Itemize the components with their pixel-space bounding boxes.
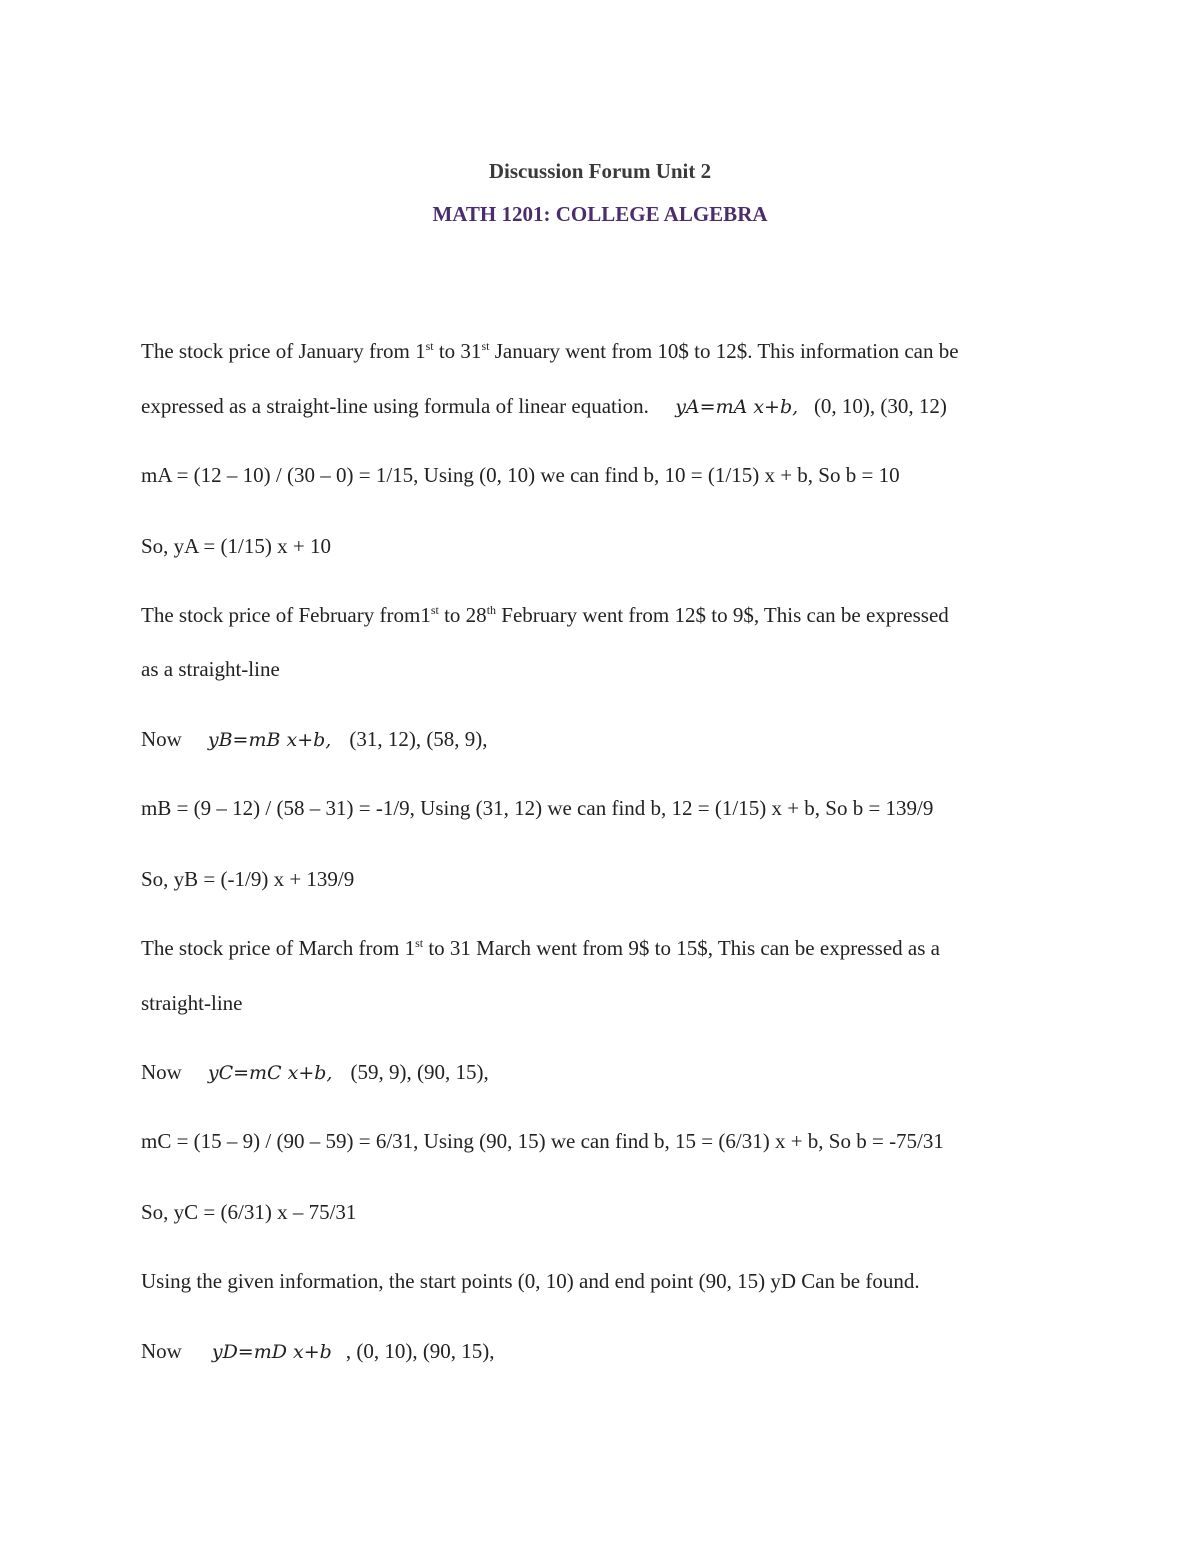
march-now-label: Now: [141, 1060, 182, 1084]
january-sup-1: st: [425, 339, 434, 353]
february-now-label: Now: [141, 727, 182, 751]
march-sup-1: st: [415, 936, 424, 950]
overall-equation: yD=mD x+b: [211, 1341, 332, 1363]
march-paragraph-line-2: straight-line: [141, 991, 243, 1015]
february-sup-1: st: [430, 603, 439, 617]
february-text-c: February went from 12$ to 9$, This can be expressed: [496, 603, 949, 627]
february-slope-line: mB = (9 – 12) / (58 – 31) = -1/9, Using (31, 12) we can find b, 12 = (1/15) x + b, So b = 139/9: [141, 796, 934, 820]
march-now-line: [141, 1062, 489, 1083]
march-points: (59, 9), (90, 15),: [350, 1060, 489, 1084]
january-sup-2: st: [481, 339, 490, 353]
overall-paragraph-line: Using the given information, the start points (0, 10) and end point (90, 15) yD Can be found.: [141, 1269, 920, 1293]
january-points: (0, 10), (30, 12): [798, 394, 947, 418]
course-title: MATH 1201: COLLEGE ALGEBRA: [432, 202, 768, 226]
february-paragraph-line-2: as a straight-line: [141, 657, 280, 681]
january-text-d: expressed as a straight-line using formula of linear equation.: [141, 394, 676, 418]
february-sup-2: th: [486, 603, 497, 617]
march-text-a: The stock price of March from 1: [141, 936, 416, 960]
march-text-b: to 31 March went from 9$ to 15$, This can be expressed as a: [423, 936, 940, 960]
january-equation: yA=mA x+b,: [675, 396, 799, 418]
february-text-a: The stock price of February from1: [141, 603, 431, 627]
march-result-line: So, yC = (6/31) x – 75/31: [141, 1200, 357, 1224]
overall-now-label: Now: [141, 1339, 182, 1363]
january-paragraph-line-1: [141, 341, 959, 362]
february-text-b: to 28: [438, 603, 487, 627]
february-points: (31, 12), (58, 9),: [349, 727, 488, 751]
january-text-c: January went from 10$ to 12$. This information can be: [489, 339, 959, 363]
march-paragraph-line-1: [141, 938, 940, 959]
february-equation: yB=mB x+b,: [207, 729, 332, 751]
january-text-b: to 31: [433, 339, 482, 363]
february-result-line: So, yB = (-1/9) x + 139/9: [141, 867, 355, 891]
january-paragraph-line-2: [141, 396, 947, 417]
march-slope-line: mC = (15 – 9) / (90 – 59) = 6/31, Using (90, 15) we can find b, 15 = (6/31) x + b, So b = -75/31: [141, 1129, 944, 1153]
february-paragraph-line-1: [141, 605, 949, 626]
february-now-line: [141, 729, 488, 750]
document-title: Discussion Forum Unit 2: [488, 159, 712, 183]
january-result-line: So, yA = (1/15) x + 10: [141, 534, 331, 558]
january-text-a: The stock price of January from 1: [141, 339, 426, 363]
overall-now-line: [141, 1341, 495, 1362]
january-slope-line: mA = (12 – 10) / (30 – 0) = 1/15, Using (0, 10) we can find b, 10 = (1/15) x + b, So b = 10: [141, 463, 900, 487]
march-equation: yC=mC x+b,: [207, 1062, 333, 1084]
overall-points: , (0, 10), (90, 15),: [345, 1339, 495, 1363]
